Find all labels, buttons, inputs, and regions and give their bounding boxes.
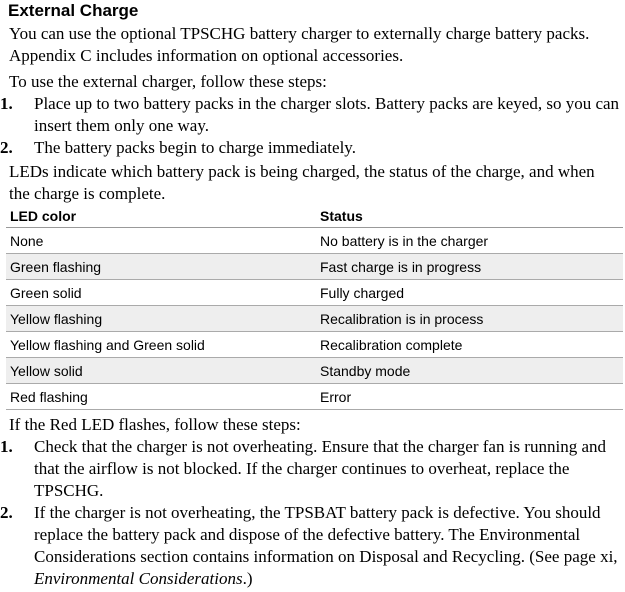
led-color-cell: Yellow flashing — [6, 306, 316, 332]
header-led-color: LED color — [6, 205, 316, 228]
steps-lead: To use the external charger, follow these steps: — [9, 72, 327, 91]
table-row — [6, 358, 623, 384]
table-row — [6, 254, 623, 280]
status-cell: Recalibration complete — [316, 332, 623, 358]
led-description: LEDs indicate which battery pack is being charged, the status of the charge, and when the charge is complete. — [9, 162, 595, 203]
step-number: 2. — [0, 138, 13, 157]
led-color-cell: Yellow solid — [6, 358, 316, 384]
red-led-lead: If the Red LED flashes, follow these steps: — [9, 415, 301, 434]
reference-tail: .) — [242, 569, 253, 588]
red-led-step — [0, 436, 620, 502]
status-cell: Fast charge is in progress — [316, 254, 623, 280]
led-color-cell: Green solid — [6, 280, 316, 306]
table-row — [6, 384, 623, 410]
led-color-cell: Green flashing — [6, 254, 316, 280]
status-cell: Recalibration is in process — [316, 306, 623, 332]
table-row — [6, 280, 623, 306]
status-cell: Error — [316, 384, 623, 410]
section-title: External Charge — [8, 1, 139, 20]
led-color-cell: Yellow flashing and Green solid — [6, 332, 316, 358]
charge-step — [0, 137, 620, 159]
led-status-table — [6, 205, 623, 410]
table-row — [6, 306, 623, 332]
step-text: If the charger is not overheating, the TPSBAT battery pack is defective. You should replace the battery pack and dispose of the defective battery. The Environmental Considerations section contains information on Disposal and Recycling. (See page xi, — [34, 503, 618, 566]
charge-step — [0, 93, 620, 137]
step-text: Check that the charger is not overheating. Ensure that the charger fan is running and that the airflow is not blocked. If the charger continues to overheat, replace the TPSCHG. — [34, 437, 606, 500]
red-led-step — [0, 502, 620, 590]
table-row — [6, 228, 623, 254]
red-led-steps — [0, 436, 620, 590]
header-status: Status — [316, 205, 623, 228]
step-number: 1. — [0, 94, 13, 113]
led-color-cell: None — [6, 228, 316, 254]
table-header-row — [6, 205, 623, 228]
step-text: The battery packs begin to charge immediately. — [34, 138, 356, 157]
step-number: 1. — [0, 437, 13, 456]
reference-title: Environmental Considerations — [34, 569, 243, 588]
led-color-cell: Red flashing — [6, 384, 316, 410]
status-cell: No battery is in the charger — [316, 228, 623, 254]
status-cell: Fully charged — [316, 280, 623, 306]
step-text: Place up to two battery packs in the charger slots. Battery packs are keyed, so you can insert them only one way. — [34, 94, 620, 135]
intro-paragraph: You can use the optional TPSCHG battery charger to externally charge battery packs. Appendix C includes information on optional accessories. — [9, 24, 590, 65]
charge-steps — [0, 93, 620, 159]
step-number: 2. — [0, 503, 13, 522]
table-row — [6, 332, 623, 358]
status-cell: Standby mode — [316, 358, 623, 384]
